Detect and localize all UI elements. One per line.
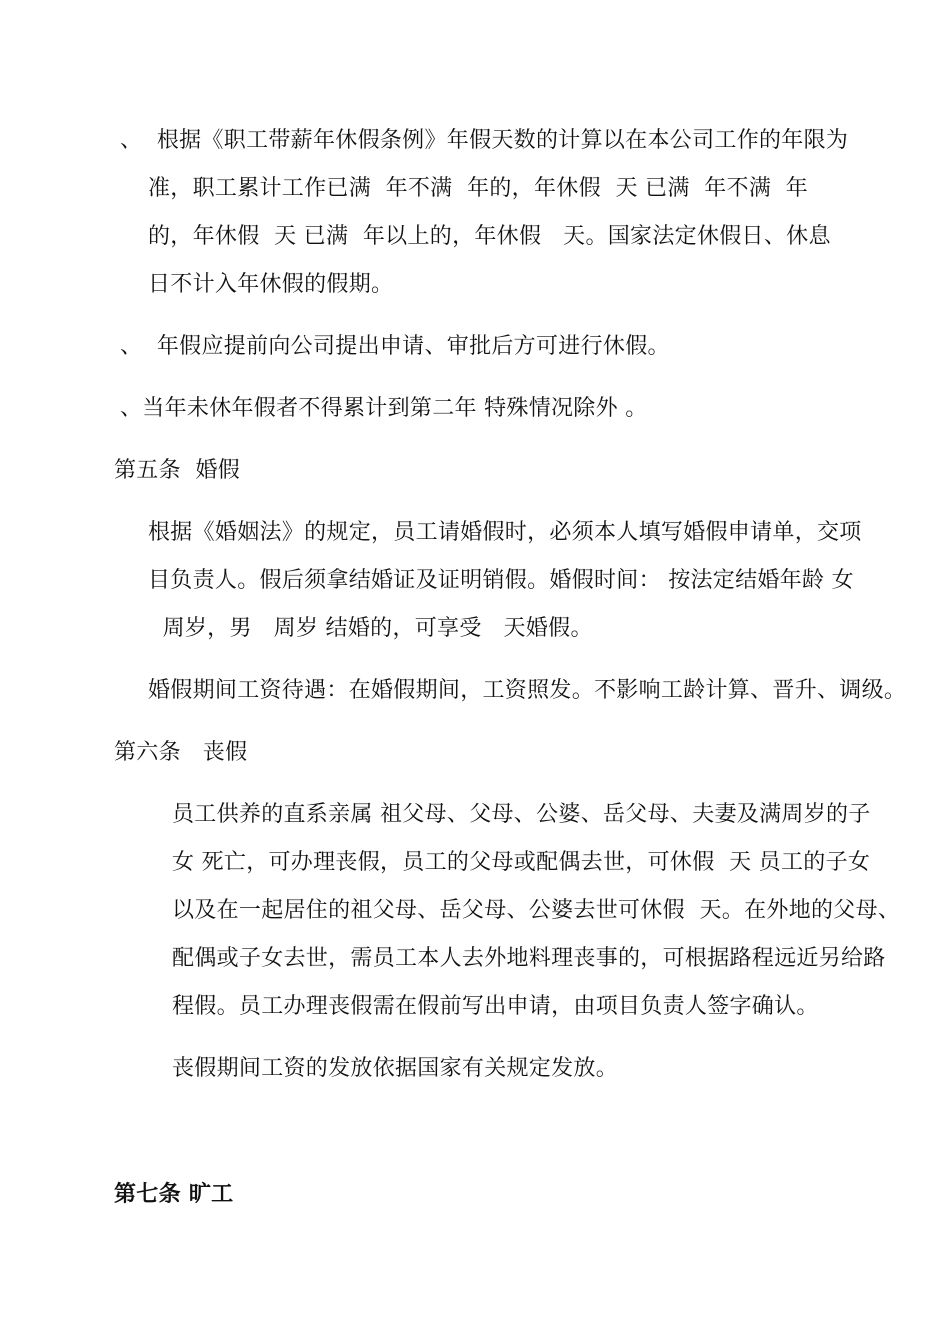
- marriage-leave-paragraph-line-1: 根据《婚姻法》的规定，员工请婚假时，必须本人填写婚假申请单，交项: [148, 520, 862, 545]
- marriage-leave-paragraph-line-2: 目负责人。假后须拿结婚证及证明销假。婚假时间： 按法定结婚年龄 女: [148, 568, 854, 593]
- bereavement-leave-paragraph-line-1: 员工供养的直系亲属 祖父母、父母、公婆、岳父母、夫妻及满周岁的子: [172, 802, 871, 827]
- annual-leave-item-1-line-4: 日不计入年休假的假期。: [148, 272, 394, 297]
- annual-leave-item-2: 、 年假应提前向公司提出申请、审批后方可进行休假。: [120, 334, 670, 359]
- section-heading-marriage-leave: 第五条 婚假: [114, 458, 241, 483]
- section-heading-absenteeism: 第七条 旷工: [114, 1182, 234, 1207]
- bereavement-leave-paragraph-line-5: 程假。员工办理丧假需在假前写出申请，由项目负责人签字确认。: [172, 994, 819, 1019]
- section-heading-bereavement-leave: 第六条 丧假: [114, 740, 248, 765]
- annual-leave-item-1-line-1: 、 根据《职工带薪年休假条例》年假天数的计算以在本公司工作的年限为: [120, 128, 849, 153]
- bereavement-leave-paragraph-line-3: 以及在一起居住的祖父母、岳父母、公婆去世可休假 天。在外地的父母、: [172, 898, 901, 923]
- bereavement-leave-paragraph-line-2: 女 死亡，可办理丧假，员工的父母或配偶去世，可休假 天 员工的子女: [172, 850, 871, 875]
- bereavement-leave-pay-paragraph: 丧假期间工资的发放依据国家有关规定发放。: [172, 1056, 619, 1081]
- annual-leave-item-1-line-3: 的，年休假 天 已满 年以上的，年休假 天。国家法定休假日、休息: [148, 224, 831, 249]
- annual-leave-item-3: 、当年未休年假者不得累计到第二年 特殊情况除外 。: [120, 396, 648, 421]
- marriage-leave-pay-paragraph: 婚假期间工资待遇：在婚假期间，工资照发。不影响工龄计算、晋升、调级。: [148, 678, 907, 703]
- bereavement-leave-paragraph-line-4: 配偶或子女去世，需员工本人去外地料理丧事的，可根据路程远近另给路: [172, 946, 886, 971]
- marriage-leave-paragraph-line-3: 周岁，男 周岁 结婚的，可享受 天婚假。: [148, 616, 593, 641]
- annual-leave-item-1-line-2: 准，职工累计工作已满 年不满 年的，年休假 天 已满 年不满 年: [148, 176, 809, 201]
